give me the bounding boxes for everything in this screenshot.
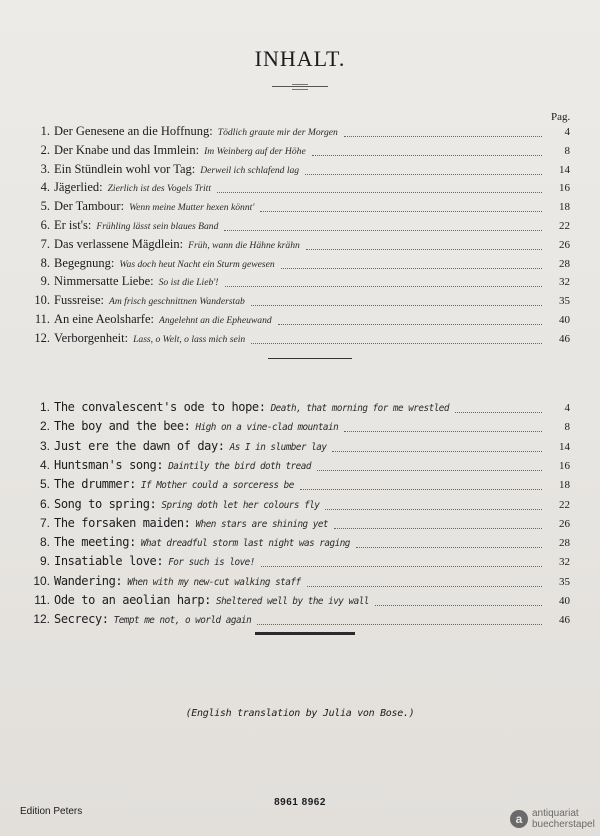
entry-number: 5. [40, 199, 50, 214]
dot-leader [224, 230, 542, 231]
dot-leader [251, 305, 542, 306]
toc-entry [30, 497, 570, 516]
dot-leader [225, 286, 542, 287]
plate-numbers: 8961 8962 [274, 797, 326, 808]
entry-number: 10. [34, 293, 50, 308]
toc-entry [30, 331, 570, 350]
dot-leader [217, 192, 542, 193]
toc-entry [30, 124, 570, 143]
entry-number: 2. [40, 142, 50, 157]
dot-leader [325, 509, 542, 510]
toc-entry [30, 612, 570, 631]
entry-page-number: 14 [559, 163, 570, 176]
entry-number: 6. [39, 496, 50, 511]
entry-first-line: Was doch heut Nacht ein Sturm gewesen [119, 258, 275, 270]
entry-title: The boy and the bee: [54, 419, 191, 434]
entry-first-line: Zierlich ist des Vogels Tritt [107, 183, 212, 195]
entry-first-line: High on a vine-clad mountain [195, 422, 339, 434]
entry-title: Der Tambour: [54, 199, 125, 214]
dot-leader [317, 470, 542, 471]
toc-entry [30, 419, 570, 438]
entry-first-line: Wenn meine Mutter hexen könnt' [129, 202, 255, 214]
entry-number: 7. [39, 515, 50, 530]
section-divider [268, 358, 352, 359]
dot-leader [261, 566, 542, 567]
dot-leader [356, 547, 542, 548]
entry-number: 2. [39, 419, 50, 434]
dot-leader [307, 586, 542, 587]
entry-first-line: Spring doth let her colours fly [161, 499, 320, 511]
toc-entry [30, 593, 570, 612]
entry-page-number: 16 [559, 182, 570, 195]
entry-page-number: 28 [559, 537, 570, 550]
entry-first-line: Lass, o Welt, o lass mich sein [133, 333, 246, 345]
entry-first-line: When stars are shining yet [195, 518, 329, 530]
toc-entry [30, 218, 570, 237]
entry-page-number: 26 [559, 238, 570, 251]
entry-title: Der Genesene an die Hoffnung: [54, 124, 213, 138]
entry-number: 9. [39, 554, 50, 569]
toc-entry [30, 400, 570, 419]
dot-leader [334, 528, 542, 529]
entry-first-line: If Mother could a sorceress be [140, 480, 294, 492]
entry-page-number: 16 [559, 459, 570, 472]
entry-page-number: 35 [559, 295, 570, 308]
dot-leader [375, 605, 542, 606]
dot-leader [257, 624, 542, 625]
entry-title: Insatiable love: [54, 554, 164, 569]
dot-leader [455, 412, 542, 413]
entry-title: Huntsman's song: [54, 457, 164, 472]
entry-number: 3. [39, 438, 50, 453]
toc-entry [30, 256, 570, 275]
dot-leader [281, 268, 542, 269]
dot-leader [260, 211, 542, 212]
entry-number: 6. [40, 218, 50, 232]
entry-first-line: Death, that morning for me wrestled [270, 403, 449, 414]
watermark-logo-icon: a [510, 810, 528, 828]
bold-section-divider [255, 632, 355, 635]
toc-entry [30, 199, 570, 218]
entry-number: 3. [40, 161, 50, 176]
entry-title: The drummer: [54, 477, 136, 492]
entry-first-line: Tempt me not, o world again [113, 615, 252, 627]
entry-number: 10. [33, 573, 50, 588]
entry-number: 11. [34, 312, 50, 326]
entry-page-number: 4 [564, 402, 570, 414]
entry-number: 11. [34, 593, 50, 607]
entry-first-line: Im Weinberg auf der Höhe [204, 145, 306, 157]
toc-entry [30, 516, 570, 535]
entry-title: An eine Aeolsharfe: [54, 312, 154, 326]
entry-first-line: Am frisch geschnittnen Wanderstab [109, 296, 245, 308]
toc-entry [30, 312, 570, 331]
entry-title: Das verlassene Mägdlein: [54, 236, 184, 251]
dot-leader [306, 249, 542, 250]
toc-entry [30, 574, 570, 593]
entry-page-number: 40 [559, 595, 570, 607]
page-title: INHALT. [254, 46, 346, 71]
dot-leader [278, 324, 542, 325]
dot-leader [305, 174, 542, 175]
entry-first-line: As I in slumber lay [229, 441, 327, 453]
entry-title: Ode to an aeolian harp: [54, 593, 211, 607]
entry-title: Verborgenheit: [54, 330, 129, 345]
entry-title: The meeting: [54, 535, 136, 550]
entry-first-line: Früh, wann die Hähne krähn [188, 239, 300, 251]
entry-first-line: Sheltered well by the ivy wall [215, 596, 369, 607]
entry-number: 8. [40, 255, 50, 270]
entry-number: 1. [40, 124, 50, 138]
toc-entry [30, 274, 570, 293]
entry-title: The forsaken maiden: [54, 515, 191, 530]
dot-leader [332, 451, 542, 452]
entry-page-number: 22 [559, 498, 570, 511]
entry-number: 9. [40, 274, 50, 289]
entry-title: Der Knabe und das Immlein: [54, 142, 200, 157]
entry-first-line: Tödlich graute mir der Morgen [217, 127, 338, 138]
entry-first-line: So ist die Lieb'! [158, 277, 219, 289]
entry-title: Jägerlied: [54, 180, 103, 195]
entry-page-number: 18 [559, 479, 570, 492]
watermark-text: antiquariat buecherstapel [532, 808, 595, 830]
toc-entry [30, 554, 570, 573]
entry-title: Begegnung: [54, 255, 115, 270]
entry-page-number: 28 [559, 257, 570, 270]
entry-page-number: 26 [559, 517, 570, 530]
entry-first-line: Derweil ich schlafend lag [200, 164, 300, 176]
toc-entry [30, 293, 570, 312]
dot-leader [344, 431, 542, 432]
translation-credit: (English translation by Julia von Bose.) [185, 708, 415, 719]
entry-page-number: 32 [559, 276, 570, 289]
entry-first-line: For such is love! [168, 557, 255, 569]
entry-page-number: 18 [559, 201, 570, 214]
entry-title: Fussreise: [54, 293, 104, 308]
seller-watermark [510, 804, 596, 834]
entry-number: 5. [39, 477, 50, 492]
dot-leader [312, 155, 542, 156]
page-column-label: Pag. [551, 111, 571, 123]
dot-leader [344, 136, 542, 137]
entry-number: 4. [39, 457, 50, 472]
entry-page-number: 35 [559, 575, 570, 588]
entry-page-number: 40 [559, 314, 570, 326]
entry-title: Song to spring: [54, 496, 157, 511]
entry-number: 4. [40, 180, 50, 195]
entry-title: The convalescent's ode to hope: [54, 400, 266, 414]
entry-number: 1. [39, 400, 50, 414]
entry-page-number: 8 [564, 421, 570, 434]
entry-first-line: What dreadful storm last night was raging [140, 538, 350, 550]
entry-title: Nimmersatte Liebe: [54, 274, 154, 289]
toc-entry [30, 477, 570, 496]
entry-number: 8. [39, 535, 50, 550]
entry-number: 12. [33, 612, 50, 627]
toc-entry [30, 458, 570, 477]
entry-first-line: Frühling lässt sein blaues Band [96, 221, 219, 232]
entry-page-number: 32 [559, 556, 570, 569]
dot-leader [300, 489, 542, 490]
dot-leader [251, 343, 542, 344]
entry-page-number: 4 [564, 126, 570, 138]
entry-page-number: 22 [559, 220, 570, 232]
toc-entry [30, 180, 570, 199]
entry-title: Just ere the dawn of day: [54, 438, 225, 453]
toc-entry [30, 162, 570, 181]
entry-title: Ein Stündlein wohl vor Tag: [54, 161, 196, 176]
entry-page-number: 14 [559, 440, 570, 453]
entry-title: Secrecy: [54, 612, 109, 627]
entry-page-number: 8 [564, 144, 570, 157]
title-ornament [272, 86, 328, 87]
toc-entry [30, 439, 570, 458]
entry-page-number: 46 [559, 614, 570, 627]
entry-first-line: Angelehnt an die Epheuwand [158, 315, 272, 326]
entry-title: Er ist's: [54, 218, 92, 232]
entry-first-line: When with my new-cut walking staff [127, 576, 301, 588]
entry-page-number: 46 [559, 332, 570, 345]
entry-number: 7. [40, 236, 50, 251]
toc-entry [30, 535, 570, 554]
entry-title: Wandering: [54, 573, 123, 588]
toc-entry [30, 237, 570, 256]
publisher-imprint: Edition Peters [20, 806, 83, 817]
toc-entry [30, 143, 570, 162]
entry-first-line: Daintily the bird doth tread [168, 460, 311, 472]
entry-number: 12. [34, 330, 50, 345]
